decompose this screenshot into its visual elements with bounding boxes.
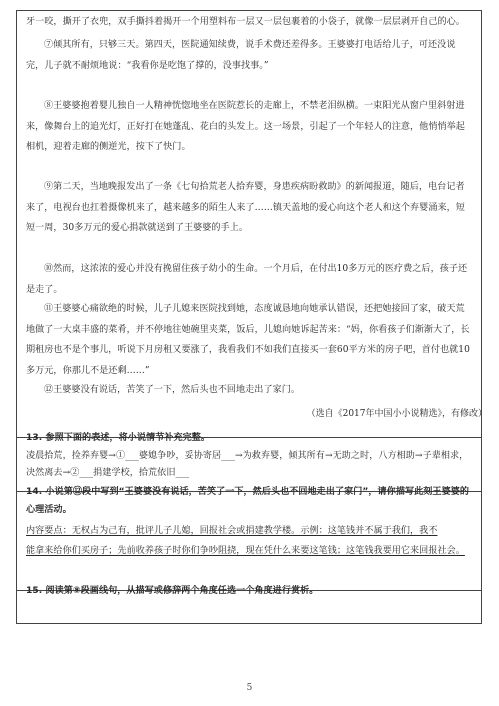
story-paragraph-13-spacer [26, 400, 472, 401]
page-number: 5 [246, 683, 253, 693]
q14-title: 14. 小说第⑫段中写到“王婆婆没有说话，苦笑了一下，然后头也不回地走出了家门”，请你描写此刻王婆婆的心理活动。 [26, 487, 469, 515]
story-paragraph-6-end: 牙一咬，撕开了衣兜，双手撕抖着揭开一个用塑料布一层又一层包裹着的小袋子，就像一层层剥开自己的心。 [26, 17, 465, 27]
story-paragraph-9: ⑨第二天，当地晚报发出了一条《七旬拾荒老人拾弃婴，身患疾病盼救助》的新闻报道，随后，电台记者来了，电视台也扛着摄像机来了，越来越多的陌生人来了……镇天盖地的爱心向这个老人和这个弃婴涌来，短短一周，30多万元的爱心捐款就送到了王婆婆的手上。 [26, 182, 465, 233]
q13-plot-chain: 凌晨拾荒，捡养弃婴→①___婆媳争吵，妥协寄居___→为救弃婴，倾其所有→无助之时，八方相助→子辈相求，决然离去→②___捐建学校，拾荒依旧___ [26, 451, 469, 478]
q14-answer-line-2: 能拿来给你们买房子；先前收养孩子时你们争吵阻挠，现在凭什么来要这笔钱；这笔钱我要用它来回报社会。 [26, 546, 465, 556]
source-citation: （选自《2017年中国小小说精选》，有修改） [306, 409, 487, 419]
q13-title: 13. 参照下面的表述，将小说情节补充完整。 [26, 433, 211, 443]
story-paragraph-8: ⑧王婆婆抱着婴儿独自一人精神恍惚地坐在医院惹长的走廊上，不禁老泪纵横。一束阳光从窗户里斜射进来，像舞台上的追光灯，正好打在她蓬乱、花白的头发上。这一场景，引起了一个年轻人的注意，他悄悄举起相机，迎着走廊的侧逆光，按下了快门。 [26, 101, 465, 152]
q14-answer-line-1: 内容要点：无权占为己有，批评儿子儿媳，回报社会或捐建教学楼。示例：这笔钱并不属于我们，我不 [26, 526, 438, 536]
story-paragraph-11: ⑪王婆婆心痛欲绝的时候，儿子儿媳来医院找到她，态度诚恳地向她承认错误，还把她接回了家，破天荒地做了一大桌丰盛的菜肴，并不停地往她碗里夹菜，饭后，儿媳向她诉起苦来：“妈，你看孩子们渐渐大了，长期租房也不是个事儿，听说下月房租又要涨了，我看我们不如我们直接买一套60平方米的房子吧，首付也就10多万元，你那儿不是还剩……” [26, 304, 470, 376]
story-paragraph-10: ⑩然而，这浓浓的爱心并没有挽留住孩子幼小的生命。一个月后，在付出10多万元的医疗费之后，孩子还是走了。 [26, 264, 468, 295]
story-paragraph-7: ⑦倾其所有，只够三天。第四天，医院通知续费，说手术费还差得多。王婆婆打电话给儿子，可还没说完，儿子就不耐烦地说：“我看你是吃饱了撑的，没事找事。” [26, 40, 456, 71]
story-paragraph-12: ⑫王婆婆没有说话，苦笑了一下，然后头也不回地走出了家门。 [44, 385, 301, 395]
q15-title: 15. 阅读第⑧段画线句，从描写或修辞两个角度任选一个角度进行赏析。 [26, 586, 319, 596]
